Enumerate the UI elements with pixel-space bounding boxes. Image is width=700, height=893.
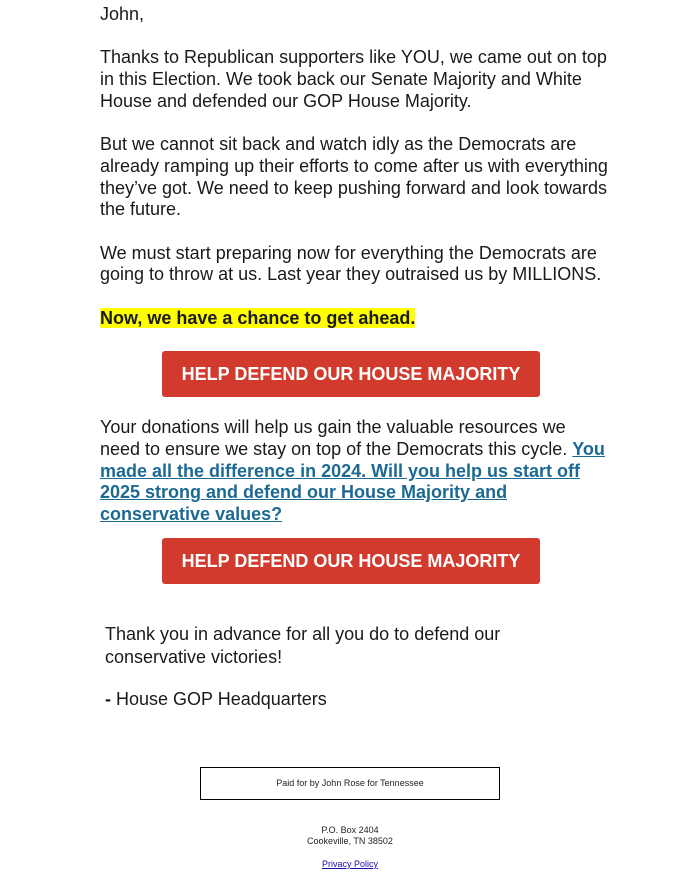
email-body xyxy=(100,4,610,584)
mailing-address xyxy=(200,825,500,847)
cta-container-1 xyxy=(96,351,606,397)
paragraph-3: We must start preparing now for everything the Democrats are going to throw at us. Last year they outraised us by MILLIONS. xyxy=(100,242,602,285)
defend-house-majority-button-2[interactable]: HELP DEFEND OUR HOUSE MAJORITY xyxy=(162,538,540,584)
donation-link[interactable]: You made all the difference in 2024. Will you help us start off 2025 strong and defend our House Majority and conservative values? xyxy=(100,438,605,524)
paragraph-1: Thanks to Republican supporters like YOU, we came out on top in this Election. We took back our Senate Majority and White House and defended our GOP House Majority. xyxy=(100,47,607,111)
privacy-policy-link[interactable]: Privacy Policy xyxy=(321,859,378,869)
cta-container-2 xyxy=(96,538,606,584)
signature xyxy=(105,688,327,711)
defend-house-majority-button[interactable]: HELP DEFEND OUR HOUSE MAJORITY xyxy=(162,351,540,397)
thanks-paragraph: Thank you in advance for all you do to defend our conservative victories! xyxy=(105,624,501,667)
highlight-line xyxy=(100,308,610,330)
privacy-footer xyxy=(200,859,500,870)
paid-for-disclaimer: Paid for by John Rose for Tennessee xyxy=(200,767,500,800)
highlighted-text: Now, we have a chance to get ahead. xyxy=(100,307,416,328)
greeting: John, xyxy=(100,4,145,24)
donation-text: Your donations will help us gain the valuable resources we need to ensure we stay on top of the Democrats this cycle. xyxy=(100,417,568,459)
paragraph-2: But we cannot sit back and watch idly as the Democrats are already ramping up their efforts to come after us with everything they’ve got. We need to keep pushing forward and look towards the future. xyxy=(100,134,608,220)
address-line-2: Cookeville, TN 38502 xyxy=(307,836,393,846)
donation-paragraph xyxy=(100,417,610,526)
signature-dash: - xyxy=(105,689,111,709)
address-line-1: P.O. Box 2404 xyxy=(321,825,379,835)
signature-name: House GOP Headquarters xyxy=(116,689,327,709)
